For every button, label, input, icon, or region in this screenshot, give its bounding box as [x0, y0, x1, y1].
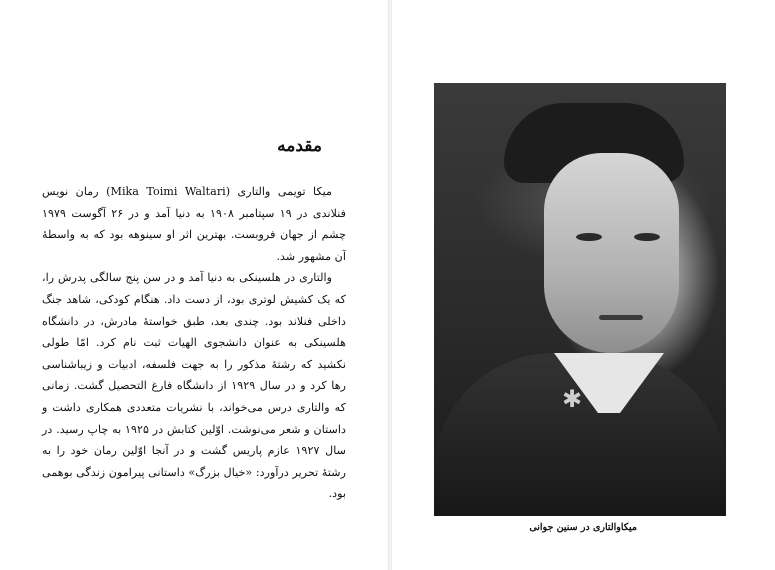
photo-caption: میکاوالتاری در سنین جوانی: [529, 522, 637, 533]
body-text: [42, 181, 346, 505]
portrait-photo: [434, 83, 726, 516]
portrait-eye-right: [634, 233, 660, 241]
portrait-mouth: [599, 315, 643, 320]
paragraph-2: والتاری در هلسینکی به دنیا آمد و در سن پنج سالگی پدرش را، که یک کشیش لوتری بود، از دست داد. هنگام کودکی، شاهد جنگ داخلی فنلاند بود. چندی بعد، طبق خواستهٔ مادرش، در دانشگاه هلسینکی به عنوان دانشجوی الهیات ثبت نام کرد. امّا طولی نکشید که رشتهٔ مذکور را به جهت فلسفه، ادبیات و زیباشناسی رها کرد و در سال ۱۹۲۹ از دانشگاه فارغ التحصیل گشت. زمانی که والتاری درس می‌خواند، با نشریات متعددی همکاری داشت و داستان و شعر می‌نوشت. اوّلین کتابش در ۱۹۲۵ به چاپ رسید. در سال ۱۹۲۷ عازم پاریس گشت و در آنجا اوّلین رمان خود را به رشتهٔ تحریر درآورد: «خیال بزرگ» داستانی پیرامون زندگی بوهمی بود.: [42, 271, 346, 501]
paragraph-1: میکا تویمی والتاری (Mika Toimi Waltari) رمان نویس فنلاندی در ۱۹ سپتامبر ۱۹۰۸ به دنیا آمد و در ۲۶ آگوست ۱۹۷۹ چشم از جهان فروبست. بهترین اثر او سینوهه بود که به واسطهٔ آن مشهور شد.: [42, 185, 347, 263]
portrait-eye-left: [576, 233, 602, 241]
collar-badge-icon: ✱: [562, 385, 583, 413]
page-title: مقدمه: [277, 136, 322, 156]
portrait-face: [544, 153, 679, 353]
